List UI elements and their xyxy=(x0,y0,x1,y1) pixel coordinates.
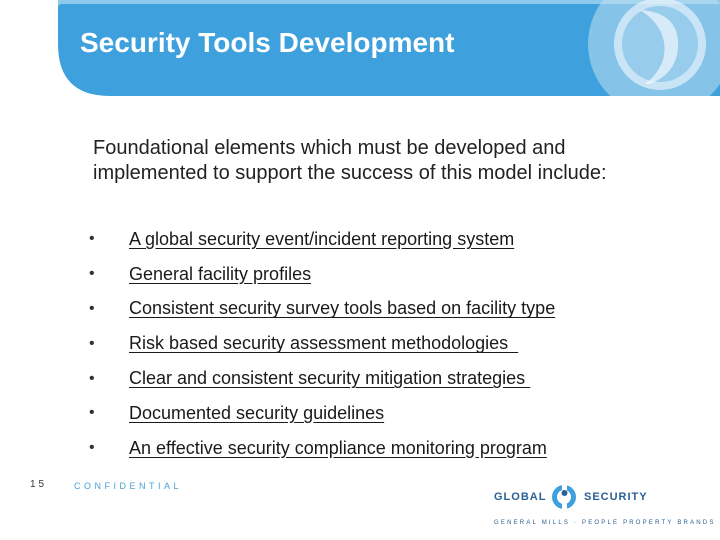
bullet-icon: • xyxy=(89,404,95,422)
logo-mark-icon xyxy=(551,484,577,510)
bullet-icon: • xyxy=(89,230,95,248)
list-item xyxy=(89,396,555,431)
intro-paragraph: Foundational elements which must be developed and implemented to support the success of this model include: xyxy=(93,137,607,184)
logo-tagline: GENERAL MILLS · PEOPLE PROPERTY BRANDS xyxy=(494,520,716,526)
bullet-icon: • xyxy=(89,334,95,352)
bullet-link[interactable]: Documented security guidelines xyxy=(129,402,385,423)
bullet-link[interactable]: Clear and consistent security mitigation strategies xyxy=(129,368,531,389)
bullet-list xyxy=(89,222,555,466)
list-item xyxy=(89,257,555,292)
bullet-link[interactable]: Consistent security survey tools based on facility type xyxy=(129,298,556,319)
list-item xyxy=(89,431,555,466)
list-item xyxy=(89,361,555,396)
bullet-link[interactable]: General facility profiles xyxy=(129,263,312,284)
logo-global-text: GLOBAL xyxy=(494,491,547,503)
logo-security-text: SECURITY xyxy=(584,491,648,503)
confidential-label: CONFIDENTIAL xyxy=(74,481,183,491)
list-item xyxy=(89,326,555,361)
bullet-icon: • xyxy=(89,265,95,283)
bullet-link[interactable]: A global security event/incident reporting system xyxy=(129,228,515,249)
bullet-link[interactable]: Risk based security assessment methodologies xyxy=(129,333,519,354)
list-item xyxy=(89,222,555,257)
bullet-icon: • xyxy=(89,369,95,387)
list-item xyxy=(89,292,555,327)
global-security-logo xyxy=(492,483,716,533)
bullet-icon: • xyxy=(89,299,95,317)
slide-title: Security Tools Development xyxy=(80,27,455,58)
bullet-icon: • xyxy=(89,439,95,457)
page-number: 15 xyxy=(30,479,48,490)
bullet-link[interactable]: An effective security compliance monitoring program xyxy=(129,437,547,458)
